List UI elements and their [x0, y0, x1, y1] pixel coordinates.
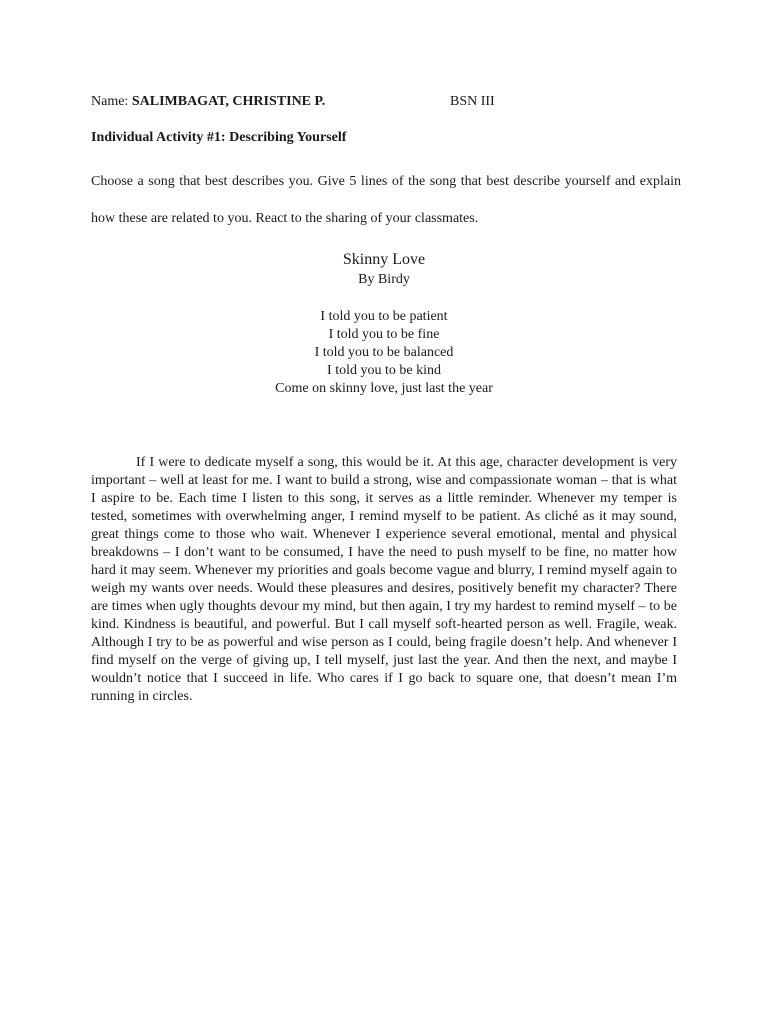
lyric-line: I told you to be balanced — [314, 345, 454, 360]
essay-paragraph: If I were to dedicate myself a song, this would be it. At this age, character development is very important – well at least for me. I want to build a strong, wise and compassionate woman – that is what I aspire to be. Each time I listen to this song, it serves as a little reminder. Whenever my temper is tested, sometimes with overwhelming anger, I remind myself to be patient. As cliché as it may sound, great things come to those who wait. Whenever I experience several emotional, mental and physical breakdowns – I don’t want to be consumed, I have the need to push myself to be fine, no matter how hard it may seem. Whenever my priorities and goals become vague and blurry, I remind myself again to weigh my wants over needs. Would these pleasures and desires, positively benefit my character? There are times when ugly thoughts devour my mind, but then again, I try my hardest to remind myself – to be kind. Kindness is beautiful, and powerful. But I call myself soft-hearted person as well. Fragile, weak. Although I try to be as powerful and wise person as I could, being fragile doesn’t help. And whenever I find myself on the verge of giving up, I tell myself, just last the year. And then the next, and maybe I wouldn’t notice that I succeed in life. Who cares if I go back to square one, that doesn’t mean I’m running in circles. — [91, 455, 677, 704]
lyrics — [184, 308, 584, 398]
lyric-line: I told you to be fine — [328, 327, 440, 342]
name-line — [91, 94, 325, 110]
song-title: Skinny Love — [342, 251, 426, 268]
section-label: BSN III — [450, 94, 495, 109]
student-name: SALIMBAGAT, CHRISTINE P. — [131, 94, 326, 109]
instructions-paragraph: Choose a song that best describes you. Give 5 lines of the song that best describe yourself and explain how these are related to you. React to the sharing of your classmates. — [91, 174, 681, 226]
song-artist: By Birdy — [358, 272, 410, 287]
lyric-line: Come on skinny love, just last the year — [275, 381, 493, 396]
song-block — [184, 250, 584, 398]
activity-title: Individual Activity #1: Describing Yourself — [91, 130, 347, 145]
lyric-line: I told you to be kind — [327, 363, 441, 378]
name-label: Name: — [91, 94, 129, 109]
lyric-line: I told you to be patient — [320, 309, 448, 324]
